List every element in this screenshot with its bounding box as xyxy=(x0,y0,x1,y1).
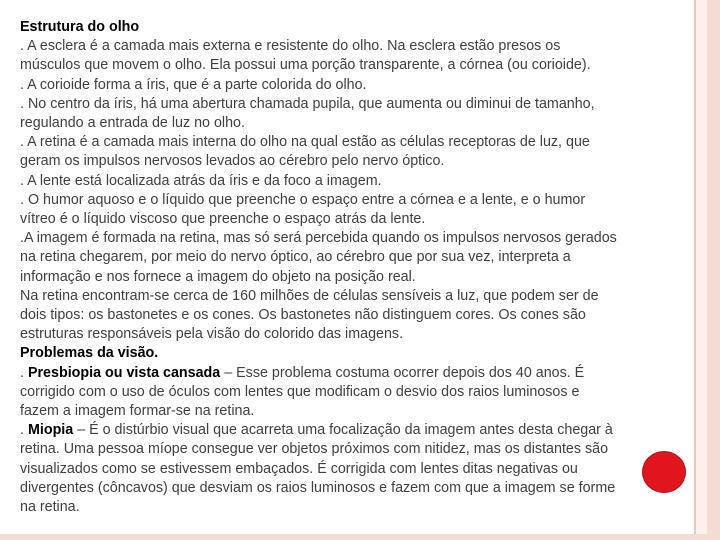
body-text-line: retina. Uma pessoa míope consegue ver objetos próximos com nitidez, mas os distantes são xyxy=(20,441,609,458)
term-line xyxy=(20,364,720,383)
body-text-line: corrigido com o uso de óculos com lentes que modificam o desvio dos raios luminosos e xyxy=(20,383,580,400)
body-text-line: . A retina é a camada mais interna do olho na qual estão as células receptoras de luz, que xyxy=(20,134,590,151)
section-heading: Problemas da visão. xyxy=(20,345,159,362)
bullet-prefix: . xyxy=(20,364,28,381)
body-text-line: . No centro da íris, há uma abertura chamada pupila, que aumenta ou diminui de tamanho, xyxy=(20,95,595,112)
body-text-line: dois tipos: os bastonetes e os cones. Os bastonetes não distinguem cores. Os cones são xyxy=(20,307,586,324)
body-text-line: visualizados como se estivessem embaçados. É corrigida com lentes ditas negativas ou xyxy=(20,460,578,477)
body-text-line: . A esclera é a camada mais externa e resistente do olho. Na esclera estão presos os xyxy=(20,38,561,55)
body-text-line: vítreo é o líquido viscoso que preenche o espaço atrás da lente. xyxy=(20,211,426,228)
bold-term: Miopia xyxy=(27,422,74,439)
body-text-line: fazem a imagem formar-se na retina. xyxy=(20,403,255,420)
body-text-line: Na retina encontram-se cerca de 160 milhões de células sensíveis a luz, que podem ser de xyxy=(20,287,599,304)
section-heading: Estrutura do olho xyxy=(20,19,140,35)
body-text-line: divergentes (côncavos) que desviam os raios luminosos e fazem com que a imagem se forme xyxy=(20,479,616,496)
body-text-line: na retina. xyxy=(20,499,80,516)
body-text-line: . O humor aquoso e o líquido que preenche o espaço entre a córnea e a lente, e o humor xyxy=(20,191,586,208)
body-text-line: músculos que movem o olho. Ela possui uma porção transparente, a córnea (ou corioide). xyxy=(20,57,591,74)
body-text-line: .A imagem é formada na retina, mas só será percebida quando os impulsos nervosos gerados xyxy=(20,230,617,247)
body-text-line: estruturas responsáveis pela visão do colorido das imagens. xyxy=(20,326,404,343)
term-description: – Esse problema costuma ocorrer depois dos 40 anos. É xyxy=(220,364,585,381)
term-description: – É o distúrbio visual que acarreta uma focalização da imagem antes desta chegar à xyxy=(73,422,613,439)
body-text-line: . A lente está localizada atrás da íris e da foco a imagem. xyxy=(20,172,382,189)
slide-border-bottom xyxy=(0,534,720,540)
bullet-prefix: . xyxy=(20,422,28,439)
bold-term: Presbiopia ou vista cansada xyxy=(27,364,221,381)
body-text-line: regulando a entrada de luz no olho. xyxy=(20,115,245,132)
slide-body-text xyxy=(20,18,720,517)
body-text-line: . A corioide forma a íris, que é a parte colorida do olho. xyxy=(20,76,367,93)
body-text-line: geram os impulsos nervosos levados ao cérebro pelo nervo óptico. xyxy=(20,153,445,170)
body-text-line: informação e nos fornece a imagem do objeto na posição real. xyxy=(20,268,416,285)
term-line xyxy=(20,421,720,440)
red-circle-marker xyxy=(643,452,685,492)
body-text-line: na retina chegarem, por meio do nervo óptico, ao cérebro que por sua vez, interpreta a xyxy=(20,249,571,266)
